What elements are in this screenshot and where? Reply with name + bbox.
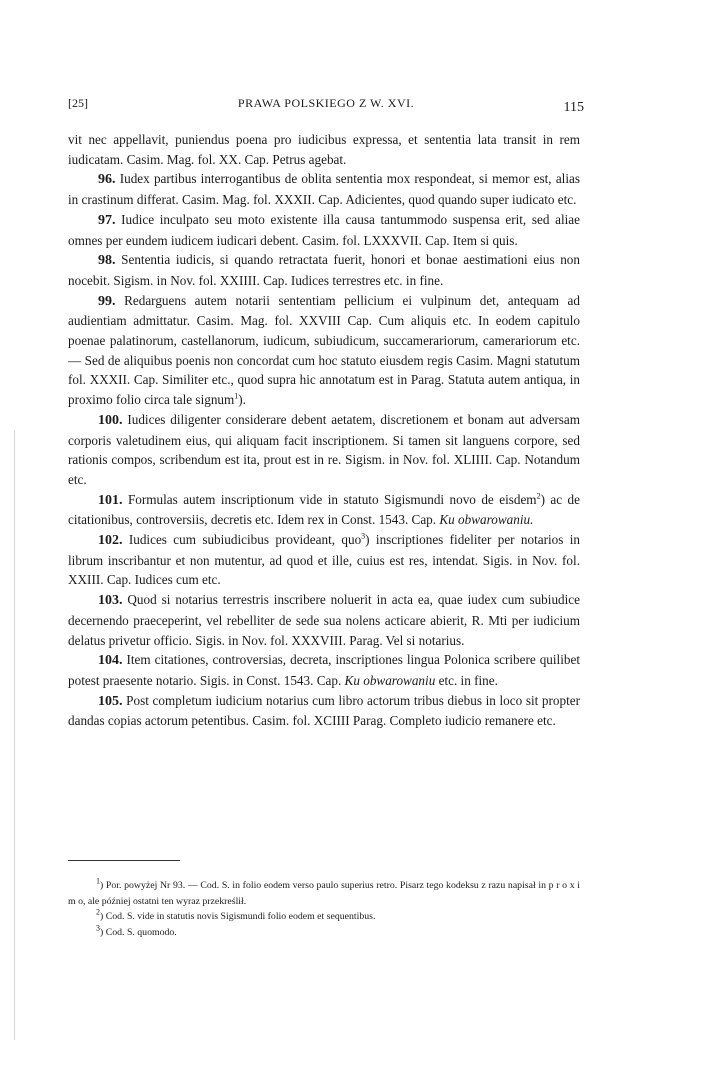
footnote [68,925,580,941]
scan-edge-line [14,430,15,1040]
paragraph-text-cont: ). [238,392,246,408]
paragraph-text: Formulas autem inscriptionum vide in statuto Sigismundi novo de eisdem [122,491,537,507]
paragraph-number: 99. [98,293,116,309]
paragraph-number: 98. [98,253,116,269]
footnote-divider [68,860,180,861]
footnote-text: ) Cod. S. quomodo. [100,926,177,938]
footnote-text: ) Cod. S. vide in statutis novis Sigismundi folio eodem et sequentibus. [100,911,376,922]
footnote-text: ) Por. powyżej Nr 93. — Cod. S. in folio eodem verso paulo superius retro. Pisarz tego kodeksu z razu napisał in p r o x i m o, ale później ostatni ten wyraz przekreślił. [68,880,580,907]
paragraph-number: 105. [98,693,123,709]
page-number: 115 [563,100,584,115]
paragraph [68,210,580,250]
page-header [68,94,584,116]
paragraph-text-cont: ) inscriptiones fideliter per notarios in librum inscribantur et non mutentur, ad quod et ille, cuius est res, intendat. Sigis. in Nov. fol. XXIII. Cap. Iudices cum etc. [68,532,581,588]
footnote-mark: 3 [96,923,100,933]
paragraph-text-end: etc. in fine. [435,672,498,688]
footnote-mark: 2 [96,907,100,917]
paragraph [68,130,580,169]
paragraph-text: Iudices diligenter considerare debent aetatem, discretionem et bonam aut adversam corporis valetudinem eius, qui aliquam facit inscriptionem. Si tamen sit languens corpore, sed rationis compos, scribendum est ita, prout est in re. Sigism. in Nov. fol. XLIIII. Cap. Notandum etc. [68,411,580,487]
paragraph-text: Sententia iudicis, si quando retractata fuerit, honori et bonae aestimationi eius non nocebit. Sigism. in Nov. fol. XXIIII. Cap. Iudices terrestres etc. in fine. [68,252,580,288]
paragraph-number: 101. [98,492,123,508]
paragraph-number: 96. [98,172,116,188]
paragraph-text: Redarguens autem notarii sententiam pellicium ei vulpinum det, antequam ad audientiam admittatur. Casim. Mag. fol. XXVIII Cap. Cum aliquis etc. In eodem capitulo poenae palatinorum, castellanorum, iudicum, subiudicum, succamerariorum, camerariorum etc. — Sed de aliquibus poenis non concordat cum hoc statuto eiusdem regis Casim. Magni statutum fol. XXXII. Cap. Similiter etc., quod supra hic annotatum est in Parag. Statuta autem antiqua, in proximo folio circa tale signum [68,292,580,408]
paragraph [68,490,580,530]
paragraph-text: Iudice inculpato seu moto existente illa causa tantummodo suspensa erit, sed aliae omnes per eundem iudicem iudicari debent. Casim. fol. LXXXVII. Cap. Item si quis. [68,211,580,248]
paragraph-text: Quod si notarius terrestris inscribere noluerit in acta ea, quae iudex cum subiudice decernendo praeceperint, vel rebelliter de sede sua nolens acticare abierit, R. Mti per iudicium delatus privetur officio. Sigis. in Nov. fol. XXXVIII. Parag. Vel si notarius. [68,592,580,648]
paragraph-number: 104. [98,653,123,669]
paragraph [68,650,580,690]
footnote-ref: 1 [234,391,239,401]
paragraph-text: Item citationes, controversias, decreta, inscriptiones lingua Polonica scribere quilibet potest praesente notario. Sigis. in Const. 1543. Cap. [68,652,580,688]
paragraph [68,590,580,650]
footnotes [68,878,580,940]
paragraph-number: 97. [98,212,116,228]
paragraph [68,691,580,731]
italic-citation: Ku obwarowaniu [344,672,436,688]
paragraph-text: Iudices cum subiudicibus provideant, quo [122,532,362,548]
italic-citation: Ku obwarowaniu. [439,512,534,528]
paragraph [68,250,580,290]
footnote-ref: 3 [361,531,366,541]
main-text [68,130,580,731]
footnote-ref: 2 [536,491,541,501]
paragraph-number: 100. [98,412,123,428]
footnote [68,909,580,925]
paragraph-number: 102. [98,533,123,549]
paragraph [68,291,580,410]
paragraph [68,169,580,209]
paragraph-text: Post completum iudicium notarius cum libro actorum tribus diebus in loco sit propter dandas copias actorum petentibus. Casim. fol. XCIIII Parag. Completo iudicio remanere etc. [68,692,580,729]
paragraph-text-cont: ) ac de citationibus, controversiis, decretis etc. Idem rex in Const. 1543. Cap. [68,491,580,528]
paragraph-text: vit nec appellavit, puniendus poena pro iudicibus expressa, et sententia lata transit in rem iudicatam. Casim. Mag. fol. XX. Cap. Petrus agebat. [68,132,580,167]
paragraph [68,530,580,590]
paragraph [68,410,580,490]
paragraph-text: Iudex partibus interrogantibus de oblita sententia mox respondeat, si memor est, alias in crastinum differat. Casim. Mag. fol. XXXII. Cap. Adicientes, quod quando super iudicato etc. [68,171,580,208]
footnote [68,878,580,909]
paragraph-number: 103. [98,593,123,609]
footnote-mark: 1 [96,876,100,886]
running-title: PRAWA POLSKIEGO Z W. XVI. [237,96,415,110]
section-number: [25] [68,96,88,110]
